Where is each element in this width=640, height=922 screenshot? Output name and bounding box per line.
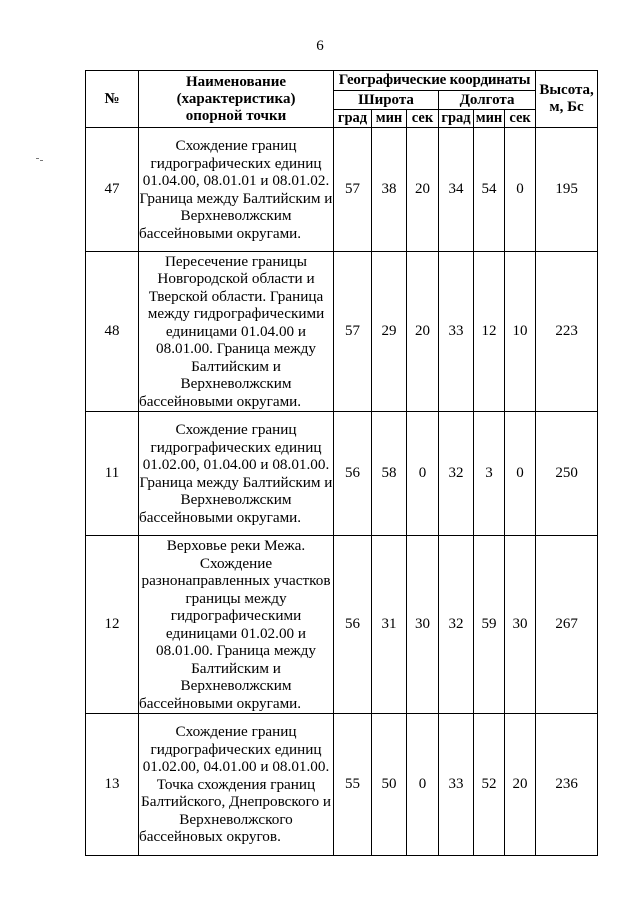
- header-name-line1: Наименование: [186, 73, 286, 90]
- height-value: 267: [536, 536, 598, 714]
- reference-points-table: [85, 70, 598, 856]
- header-longitude: Долгота: [439, 91, 536, 110]
- table-row: [86, 252, 598, 412]
- lon-deg: 33: [439, 252, 474, 412]
- lat-sec: 0: [407, 412, 439, 536]
- header-height: [536, 71, 598, 128]
- row-number: 48: [86, 252, 139, 412]
- page-number: 6: [316, 38, 324, 54]
- height-value: 223: [536, 252, 598, 412]
- lat-sec: 20: [407, 252, 439, 412]
- lat-deg: 56: [334, 412, 372, 536]
- lat-deg: 57: [334, 128, 372, 252]
- table-row: [86, 714, 598, 856]
- lon-sec: 20: [505, 714, 536, 856]
- lon-sec: 0: [505, 128, 536, 252]
- lat-sec: 20: [407, 128, 439, 252]
- lon-sec: 10: [505, 252, 536, 412]
- lon-sec: 0: [505, 412, 536, 536]
- lon-deg: 34: [439, 128, 474, 252]
- header-number: №: [86, 71, 139, 128]
- lat-sec: 30: [407, 536, 439, 714]
- table-row: [86, 536, 598, 714]
- row-number: 47: [86, 128, 139, 252]
- lat-min: 31: [372, 536, 407, 714]
- scan-speck: [40, 160, 43, 161]
- header-name-line2: (характеристика): [176, 90, 296, 107]
- row-number: 11: [86, 412, 139, 536]
- lat-deg: 57: [334, 252, 372, 412]
- lon-min: 52: [474, 714, 505, 856]
- header-lat-deg: град: [334, 110, 372, 128]
- lat-min: 29: [372, 252, 407, 412]
- table-row: [86, 128, 598, 252]
- lon-sec: 30: [505, 536, 536, 714]
- lat-min: 38: [372, 128, 407, 252]
- header-geo-coordinates: Географические координаты: [334, 71, 536, 91]
- lon-deg: 32: [439, 412, 474, 536]
- header-name: [139, 71, 334, 128]
- table-body: [86, 128, 598, 856]
- lon-min: 59: [474, 536, 505, 714]
- row-description: Схождение границ гидрографических единиц 01.02.00, 04.01.00 и 08.01.00. Точка схождения границ Балтийского, Днепровского и Верхневолжского бассейновых округов.: [139, 714, 334, 856]
- lat-sec: 0: [407, 714, 439, 856]
- row-description: Верховье реки Межа. Схождение разнонаправленных участков границы между гидрографическими единицами 01.02.00 и 08.01.00. Граница между Балтийским и Верхневолжским бассейновыми округами.: [139, 536, 334, 714]
- lat-min: 58: [372, 412, 407, 536]
- row-number: 12: [86, 536, 139, 714]
- header-lat-sec: сек: [407, 110, 439, 128]
- header-lon-deg: град: [439, 110, 474, 128]
- row-description: Пересечение границы Новгородской области и Тверской области. Граница между гидрографическими единицами 01.04.00 и 08.01.00. Граница между Балтийским и Верхневолжским бассейновыми округами.: [139, 252, 334, 412]
- header-height-line2: м, Бс: [549, 99, 584, 115]
- row-number: 13: [86, 714, 139, 856]
- row-description: Схождение границ гидрографических единиц 01.02.00, 01.04.00 и 08.01.00. Граница между Балтийским и Верхневолжским бассейновыми округами.: [139, 412, 334, 536]
- lon-deg: 33: [439, 714, 474, 856]
- lat-min: 50: [372, 714, 407, 856]
- height-value: 195: [536, 128, 598, 252]
- lon-deg: 32: [439, 536, 474, 714]
- lat-deg: 56: [334, 536, 372, 714]
- row-description: Схождение границ гидрографических единиц 01.04.00, 08.01.01 и 08.01.02. Граница между Балтийским и Верхневолжским бассейновыми округами.: [139, 128, 334, 252]
- header-name-line3: опорной точки: [185, 107, 287, 124]
- header-lon-sec: сек: [505, 110, 536, 128]
- table-row: [86, 412, 598, 536]
- height-value: 250: [536, 412, 598, 536]
- header-height-line1: Высота,: [539, 82, 594, 98]
- lat-deg: 55: [334, 714, 372, 856]
- lon-min: 3: [474, 412, 505, 536]
- header-lon-min: мин: [474, 110, 505, 128]
- lon-min: 54: [474, 128, 505, 252]
- table-header: [86, 71, 598, 128]
- lon-min: 12: [474, 252, 505, 412]
- height-value: 236: [536, 714, 598, 856]
- scan-speck: [36, 158, 39, 159]
- header-lat-min: мин: [372, 110, 407, 128]
- header-latitude: Широта: [334, 91, 439, 110]
